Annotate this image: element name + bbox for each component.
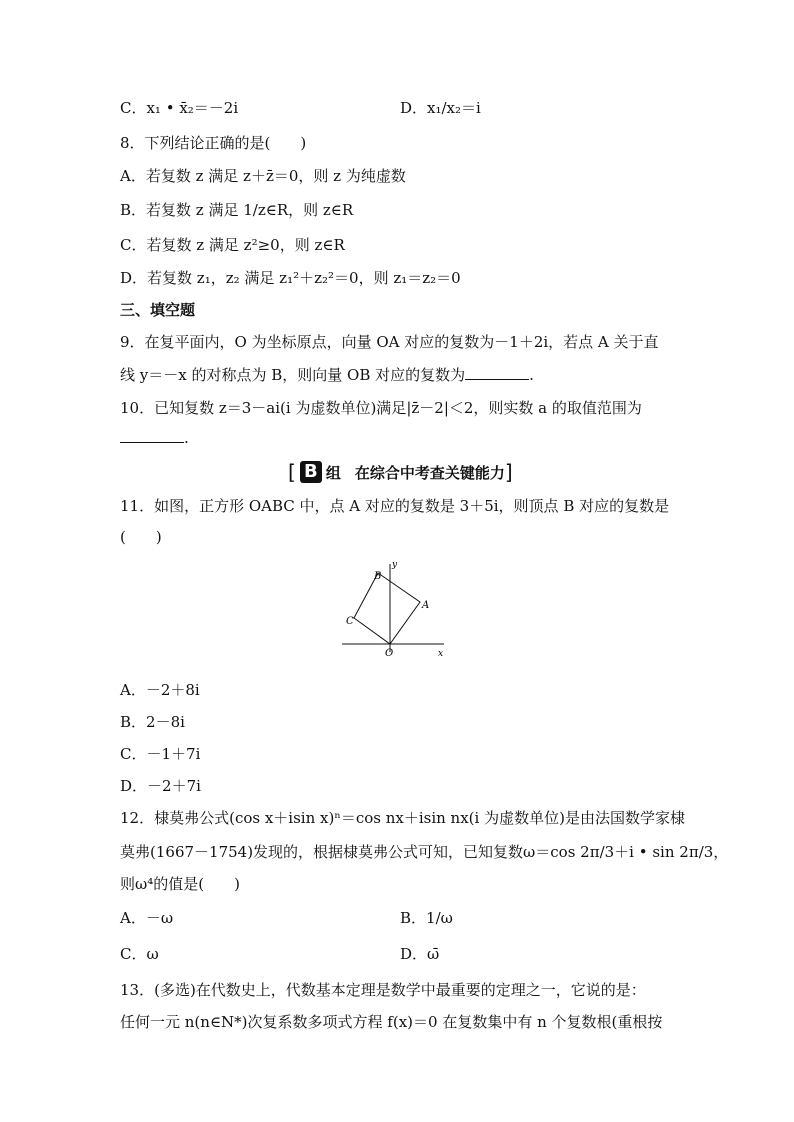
q13-line-1: 13．(多选)在代数史上，代数基本定理是数学中最重要的定理之一，它说的是： <box>120 981 646 999</box>
q9-answer-blank[interactable] <box>465 365 529 380</box>
q10-line-2 <box>120 428 189 448</box>
q9-line-2 <box>120 365 534 385</box>
q12-option-d: D．ω̄ <box>400 945 440 963</box>
q8-option-a: A．若复数 z 满足 z＋z̄＝0，则 z 为纯虚数 <box>120 167 406 185</box>
q11-line-1: 11．如图，正方形 OABC 中，点 A 对应的复数是 3＋5i，则顶点 B 对应的复数是 <box>120 497 670 515</box>
q12-option-c: C．ω <box>120 945 159 963</box>
q11-option-d: D．－2＋7i <box>120 777 201 795</box>
q10-end: . <box>184 429 189 447</box>
label-o: O <box>385 648 394 659</box>
q11-option-b: B．2－8i <box>120 713 185 731</box>
q13-line-2: 任何一元 n(n∈N*)次复系数多项式方程 f(x)＝0 在复数集中有 n 个复数根(重根按 <box>120 1013 663 1031</box>
square-oabc <box>354 573 420 644</box>
banner-open-bracket: [ <box>288 460 296 484</box>
q8-option-c: C．若复数 z 满足 z²≥0，则 z∈R <box>120 236 345 254</box>
label-y: y <box>392 560 398 570</box>
q7-option-d: D．x₁/x₂＝i <box>400 99 481 117</box>
q11-option-c: C．－1＋7i <box>120 745 201 763</box>
group-b-badge: B <box>300 461 322 483</box>
label-b: B <box>374 571 382 582</box>
q8-option-d: D．若复数 z₁，z₂ 满足 z₁²＋z₂²＝0，则 z₁＝z₂＝0 <box>120 269 461 287</box>
q12-line-1: 12．棣莫弗公式(cos x＋isin x)ⁿ＝cos nx＋isin nx(i 为虚数单位)是由法国数学家棣 <box>120 809 685 827</box>
q12-option-a: A．－ω <box>120 909 174 927</box>
q9-end: . <box>529 366 534 384</box>
q10-answer-blank[interactable] <box>120 428 184 443</box>
q11-option-a: A．－2＋8i <box>120 681 200 699</box>
section-heading: 三、填空题 <box>120 301 196 319</box>
label-a: A <box>422 600 430 611</box>
q8-option-b: B．若复数 z 满足 1/z∈R，则 z∈R <box>120 201 354 219</box>
banner-group: 组 <box>325 463 341 482</box>
q9-line-1: 9．在复平面内，O 为坐标原点，向量 OA 对应的复数为－1＋2i，若点 A 关于直 <box>120 333 659 351</box>
q7-option-c: C．x₁ • x̄₂＝－2i <box>120 99 239 117</box>
square-figure <box>340 552 452 660</box>
q8-stem: 8．下列结论正确的是( ) <box>120 134 307 152</box>
q12-option-b: B．1/ω <box>400 909 453 927</box>
q11-line-2: ( ) <box>120 528 162 546</box>
group-b-banner <box>288 458 513 486</box>
q12-line-3: 则ω⁴的值是( ) <box>120 875 240 893</box>
q9-text: 线 y＝－x 的对称点为 B，则向量 OB 对应的复数为 <box>120 366 466 384</box>
label-x: x <box>438 649 444 659</box>
q12-line-2: 莫弗(1667－1754)发现的，根据棣莫弗公式可知，已知复数ω＝cos 2π/3＋i • sin 2π/3， <box>120 843 729 861</box>
q10-line-1: 10．已知复数 z＝3－ai(i 为虚数单位)满足|z̄－2|＜2，则实数 a 的取值范围为 <box>120 399 642 417</box>
banner-title: 在综合中考查关键能力 <box>354 463 505 482</box>
label-c: C <box>346 616 354 627</box>
banner-close-bracket: ] <box>504 460 513 484</box>
